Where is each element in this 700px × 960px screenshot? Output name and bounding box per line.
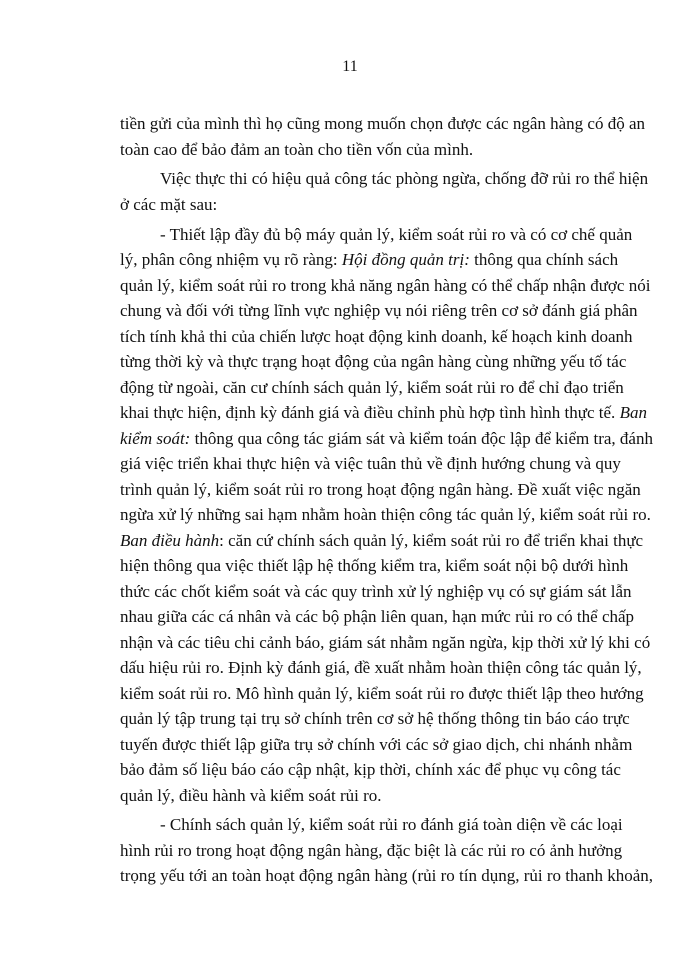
text-run: : căn cứ chính sách quản lý, kiểm soát rủi ro để triển khai thực xyxy=(219,531,644,550)
paragraph-3-line-8 xyxy=(120,402,647,424)
paragraph-4-line-2: hình rủi ro trong hoạt động ngân hàng, đặc biệt là các rủi ro có ảnh hưởng xyxy=(120,841,623,860)
paragraph-3-line-3: quản lý, kiểm soát rủi ro trong khả năng ngân hàng có thể chấp nhận được nói xyxy=(120,276,651,295)
text-run: thông qua chính sách xyxy=(469,250,619,269)
paragraph-3-line-13 xyxy=(120,530,644,552)
paragraph-3-line-7: động từ ngoài, căn cư chính sách quản lý, kiểm soát rủi ro để chỉ đạo triển xyxy=(120,378,624,397)
paragraph-4-line-1: - Chính sách quản lý, kiểm soát rủi ro đánh giá toàn diện về các loại xyxy=(160,815,623,834)
paragraph-3-line-16: nhau giữa các cá nhân và các bộ phận liên quan, hạn mức rủi ro có thể chấp xyxy=(120,607,635,626)
italic-term-kiem-soat: kiểm soát: xyxy=(120,429,191,448)
paragraph-3-line-23: quản lý, điều hành và kiểm soát rủi ro. xyxy=(120,786,382,805)
italic-term-ban-dieu-hanh: Ban điều hành xyxy=(120,531,220,550)
text-run: thông qua công tác giám sát và kiểm toán độc lập để kiểm tra, đánh xyxy=(190,429,653,448)
paragraph-3-line-2 xyxy=(120,249,619,271)
paragraph-3-line-14: hiện thông qua việc thiết lập hệ thống kiểm tra, kiểm soát nội bộ dưới hình xyxy=(120,556,629,575)
paragraph-3-line-10: giá việc triển khai thực hiện và việc tuân thủ về định hướng chung và quy xyxy=(120,454,621,473)
paragraph-3-line-20: quản lý tập trung tại trụ sở chính trên cơ sở hệ thống thông tin báo cáo trực xyxy=(120,709,630,728)
paragraph-4-line-3: trọng yếu tới an toàn hoạt động ngân hàng (rủi ro tín dụng, rủi ro thanh khoản, xyxy=(120,866,654,885)
page-number: 11 xyxy=(342,58,358,75)
paragraph-3-line-5: tích tính khả thi của chiến lược hoạt động kinh doanh, kế hoạch kinh doanh xyxy=(120,327,633,346)
paragraph-3-line-6: từng thời kỳ và thực trạng hoạt động của ngân hàng cùng những yếu tố tác xyxy=(120,352,627,371)
paragraph-3-line-19: kiểm soát rủi ro. Mô hình quản lý, kiểm soát rủi ro được thiết lập theo hướng xyxy=(120,684,644,703)
paragraph-1-line-2: toàn cao để bảo đảm an toàn cho tiền vốn của mình. xyxy=(120,140,474,159)
paragraph-3-line-21: tuyến được thiết lập giữa trụ sở chính với các sở giao dịch, chi nhánh nhằm xyxy=(120,735,633,754)
paragraph-3-line-15: thức các chốt kiểm soát và các quy trình xử lý nghiệp vụ có sự giám sát lẫn xyxy=(120,582,632,601)
italic-term-hoi-dong-quan-tri: Hội đồng quản trị: xyxy=(341,250,470,269)
text-run: lý, phân công nhiệm vụ rõ ràng: xyxy=(120,250,342,269)
paragraph-3-line-1: - Thiết lập đầy đủ bộ máy quản lý, kiểm soát rủi ro và có cơ chế quản xyxy=(160,225,633,244)
italic-term-ban: Ban xyxy=(619,403,647,422)
paragraph-3-line-11: trình quản lý, kiểm soát rủi ro trong hoạt động ngân hàng. Đề xuất việc ngăn xyxy=(120,480,641,499)
paragraph-3-line-18: dấu hiệu rủi ro. Định kỳ đánh giá, đề xuất nhằm hoàn thiện công tác quản lý, xyxy=(120,658,642,677)
paragraph-3-line-4: chung và đối với từng lĩnh vực nghiệp vụ nói riêng trên cơ sở đánh giá phân xyxy=(120,301,638,320)
paragraph-1-line-1: tiền gửi của mình thì họ cũng mong muốn chọn được các ngân hàng có độ an xyxy=(120,114,646,133)
paragraph-3-line-9 xyxy=(120,428,653,450)
text-run: khai thực hiện, định kỳ đánh giá và điều chỉnh phù hợp tình hình thực tế. xyxy=(120,403,620,422)
paragraph-2-line-2: ở các mặt sau: xyxy=(120,195,218,214)
paragraph-3-line-12: ngừa xử lý những sai hạm nhằm hoàn thiện công tác quản lý, kiểm soát rủi ro. xyxy=(120,505,651,524)
paragraph-2-line-1: Việc thực thi có hiệu quả công tác phòng ngừa, chống đỡ rủi ro thể hiện xyxy=(160,169,649,188)
paragraph-3-line-17: nhận và các tiêu chi cảnh báo, giám sát nhằm ngăn ngừa, kịp thời xử lý khi có xyxy=(120,633,651,652)
paragraph-3-line-22: bảo đảm số liệu báo cáo cập nhật, kịp thời, chính xác để phục vụ công tác xyxy=(120,760,621,779)
